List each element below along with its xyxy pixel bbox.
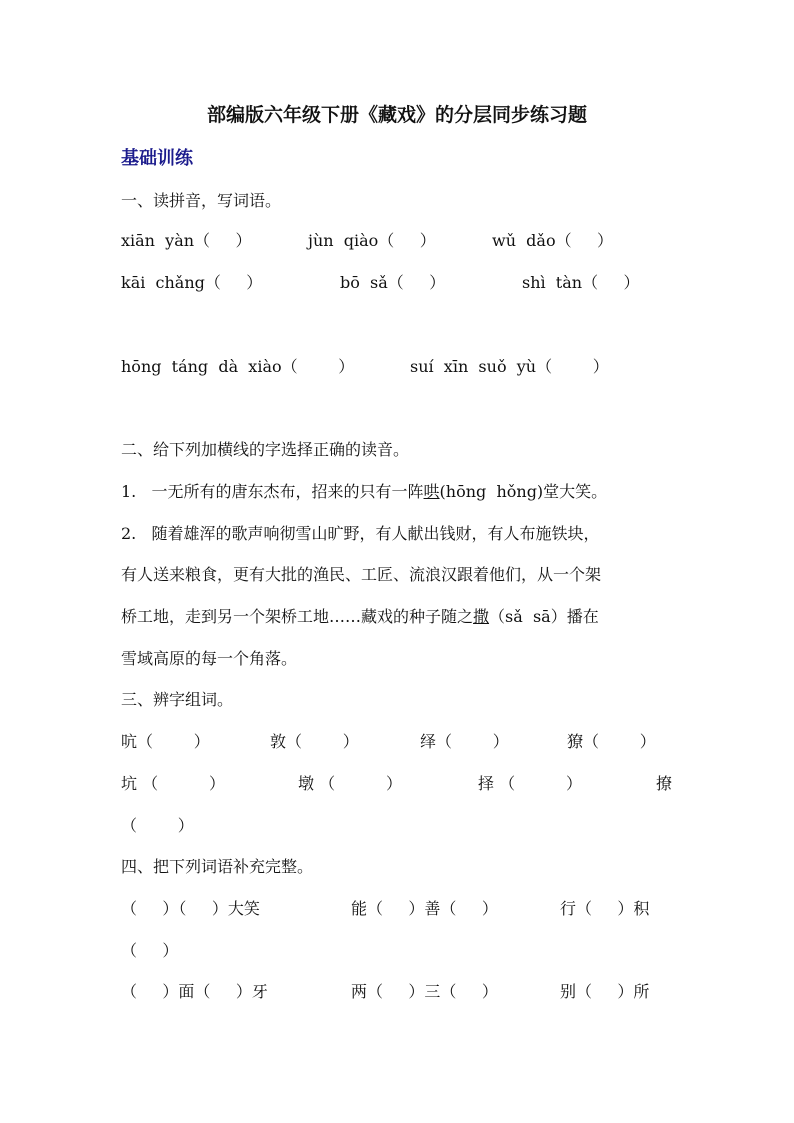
pinyin-item: suí xīn suǒ yù（ ） xyxy=(410,357,609,376)
char-item: 择 （ ） xyxy=(478,774,582,793)
question-1-text: 1. 一无所有的唐东杰布，招来的只有一阵 xyxy=(121,482,424,501)
question-1-options: (hōng hǒng)堂大笑。 xyxy=(439,482,608,501)
idiom-item: （ ）（ ）大笑 xyxy=(121,899,260,918)
page-title: 部编版六年级下册《藏戏》的分层同步练习题 xyxy=(206,104,587,126)
char-item: 墩 （ ） xyxy=(298,774,402,793)
pinyin-item: xiān yàn（ ） xyxy=(121,231,252,250)
question-2-options: （sǎ sā）播在 xyxy=(489,607,599,626)
idiom-item: （ ） xyxy=(121,941,179,960)
pinyin-item: hōng táng dà xiào（ ） xyxy=(121,357,355,376)
char-item: 绎（ ） xyxy=(420,732,509,751)
idiom-item: 两（ ）三（ ） xyxy=(351,982,498,1001)
question-1 xyxy=(121,484,607,500)
idiom-item: 行（ ）积 xyxy=(560,899,650,918)
section1-heading: 一、读拼音，写词语。 xyxy=(121,191,282,210)
char-item: 撩 xyxy=(656,774,673,793)
char-item: 獠（ ） xyxy=(567,732,656,751)
pinyin-item: jùn qiào（ ） xyxy=(308,231,436,250)
question-2-line: 有人送来粮食，更有大批的渔民、工匠、流浪汉跟着他们，从一个架 xyxy=(121,565,602,584)
idiom-item: （ ）面（ ）牙 xyxy=(121,982,268,1001)
section2-heading: 二、给下列加横线的字选择正确的读音。 xyxy=(121,440,410,459)
section3-heading: 三、辨字组词。 xyxy=(121,690,234,709)
section-subtitle: 基础训练 xyxy=(121,148,193,169)
pinyin-item: kāi chǎng（ ） xyxy=(121,273,263,292)
char-item: 坑 （ ） xyxy=(121,774,225,793)
char-item: 吭（ ） xyxy=(121,732,210,751)
section4-heading: 四、把下列词语补充完整。 xyxy=(121,857,314,876)
question-2-line xyxy=(121,609,599,625)
pinyin-item: bō sǎ（ ） xyxy=(340,273,446,292)
underlined-char: 哄 xyxy=(423,482,440,501)
char-item: 敦（ ） xyxy=(270,732,359,751)
char-item: （ ） xyxy=(121,816,194,835)
idiom-item: 能（ ）善（ ） xyxy=(351,899,498,918)
question-2-line: 雪域高原的每一个角落。 xyxy=(121,649,298,668)
question-2-line: 2. 随着雄浑的歌声响彻雪山旷野，有人献出钱财，有人布施铁块， xyxy=(121,524,600,543)
question-2-text: 桥工地，走到另一个架桥工地……藏戏的种子随之 xyxy=(121,607,474,626)
idiom-item: 别（ ）所 xyxy=(560,982,650,1001)
underlined-char: 撒 xyxy=(473,607,490,626)
pinyin-item: shì tàn（ ） xyxy=(522,273,640,292)
pinyin-item: wǔ dǎo（ ） xyxy=(492,231,614,250)
